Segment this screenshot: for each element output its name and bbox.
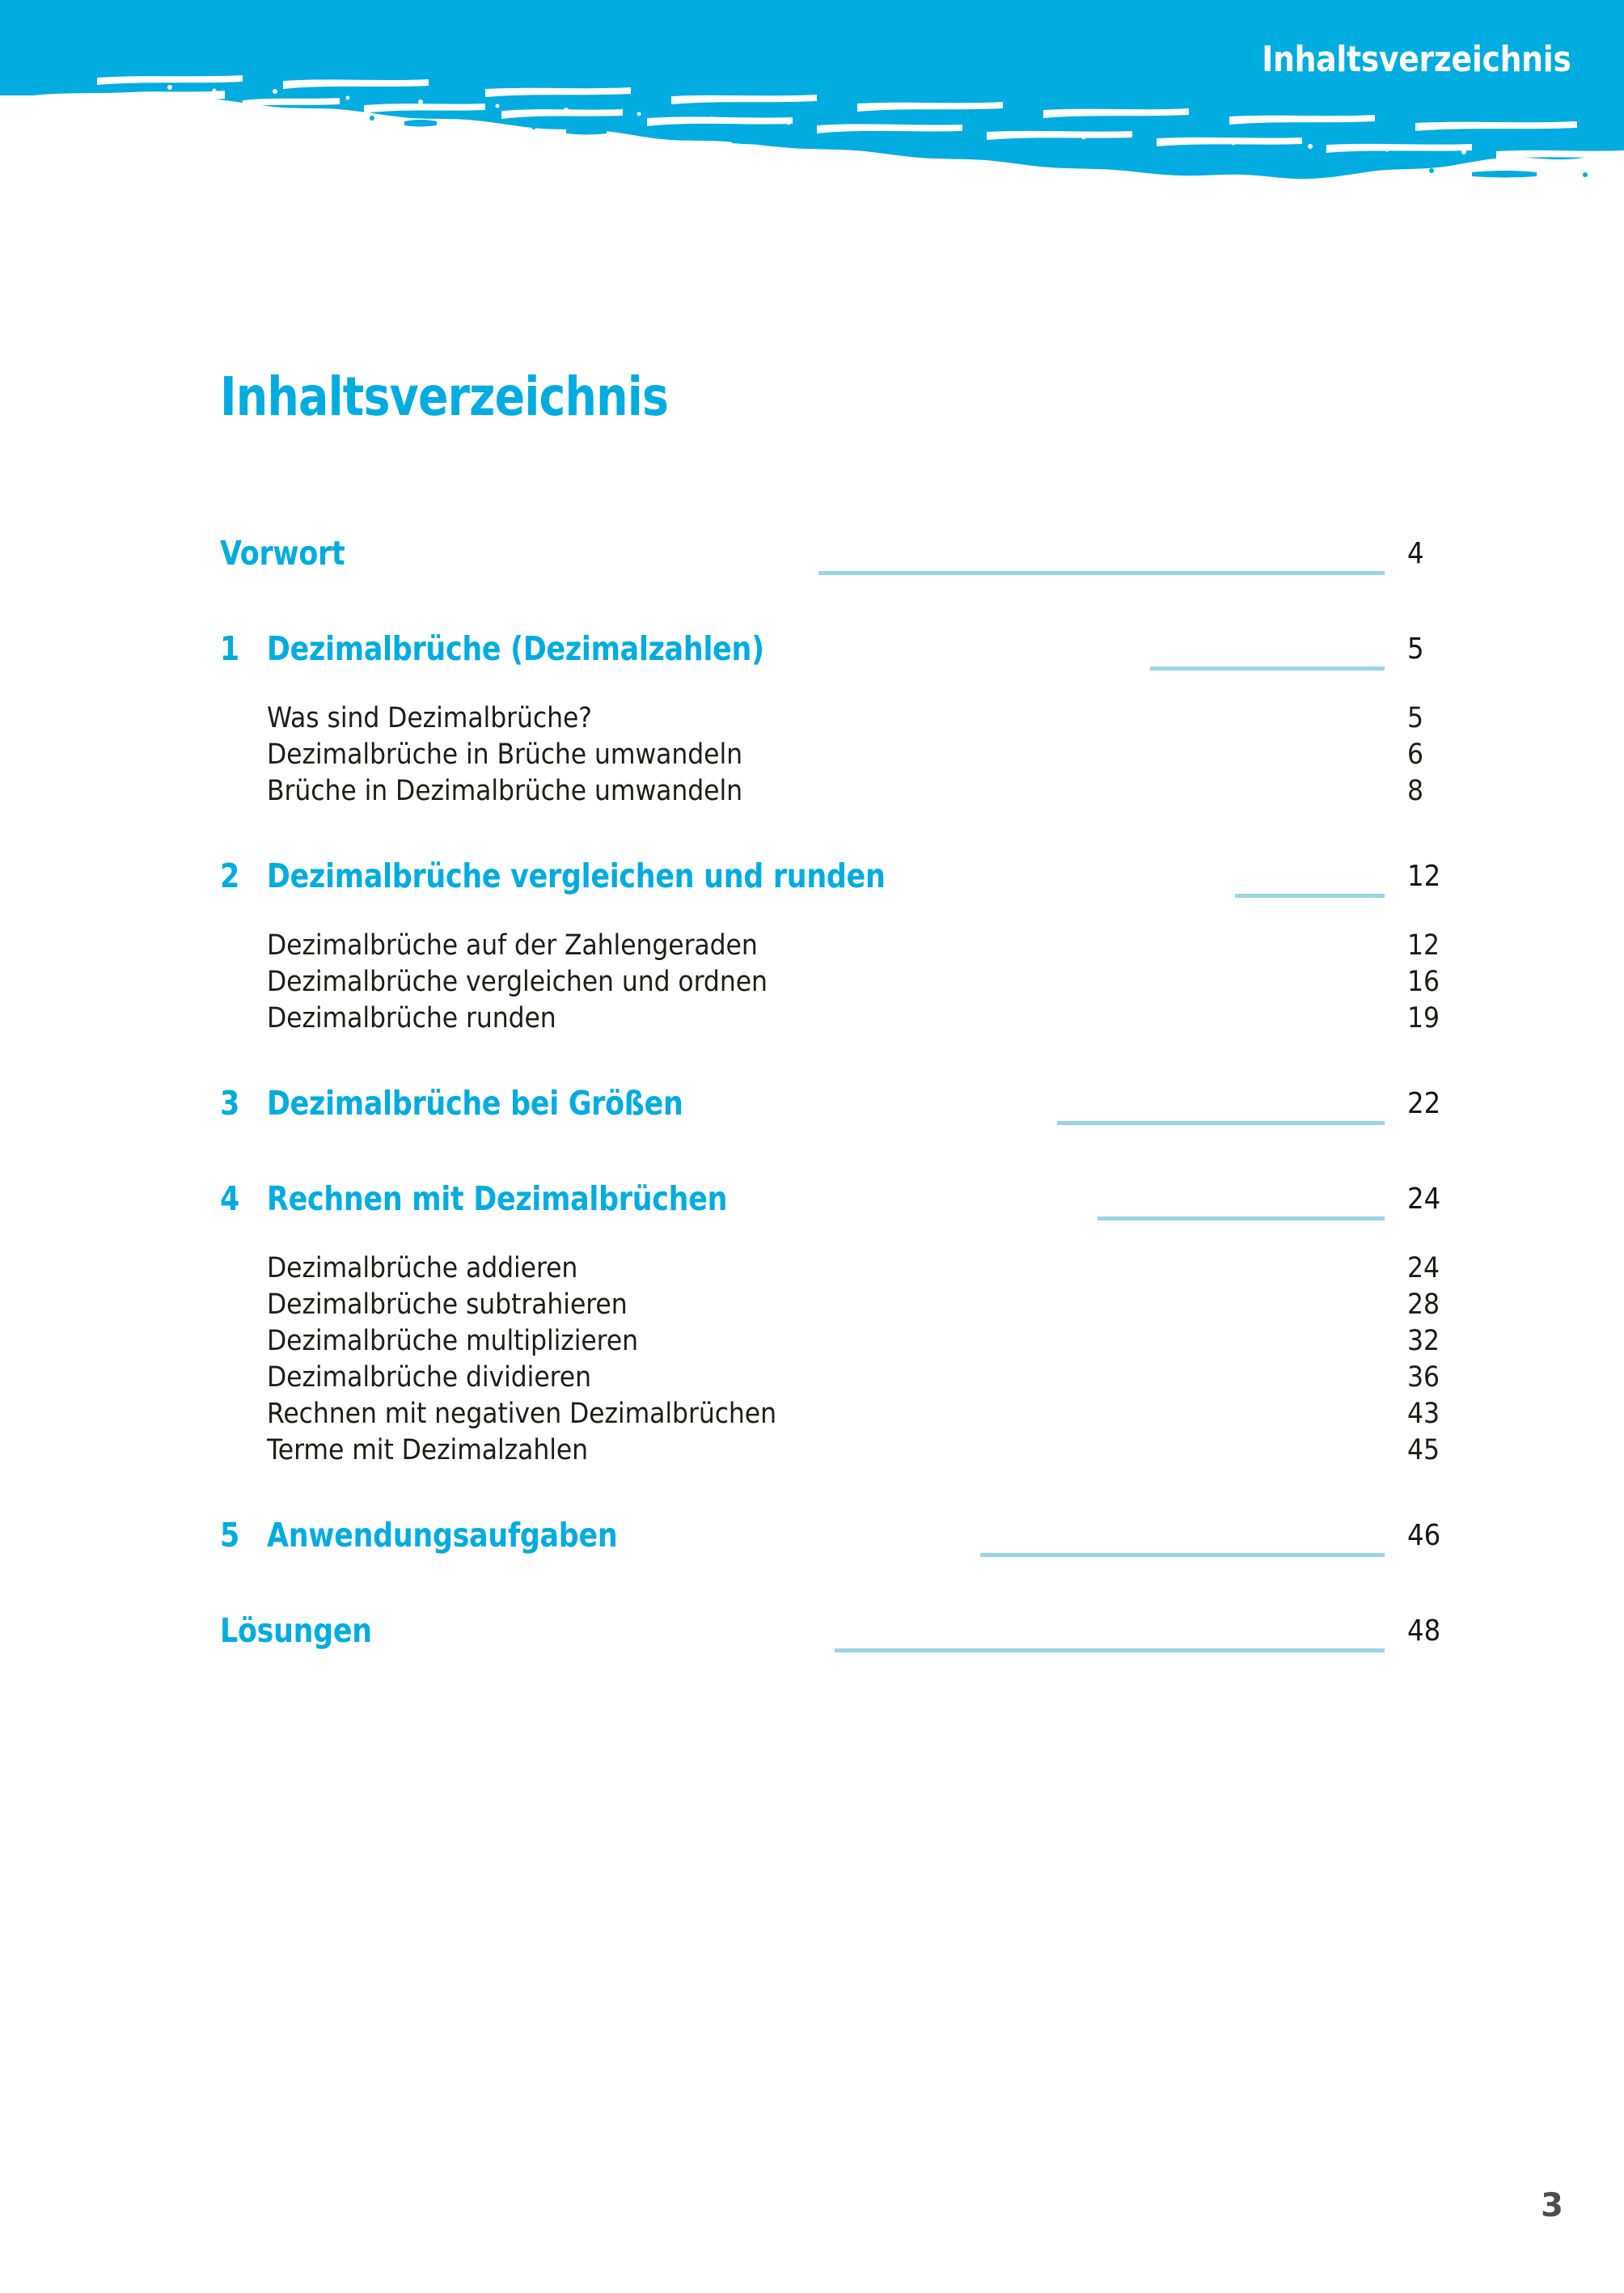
toc-sub-label: Dezimalbrüche runden (267, 1002, 556, 1034)
toc-leader-line (835, 1648, 1385, 1652)
table-of-contents (220, 534, 1514, 1661)
toc-entry-sub[interactable] (220, 1361, 1514, 1398)
spacer (220, 1229, 1514, 1252)
toc-entry-label: Anwendungsaufgaben (267, 1516, 618, 1555)
toc-sub-label: Dezimalbrüche subtrahieren (267, 1288, 628, 1321)
spacer (220, 1566, 1514, 1611)
toc-entry-label: Dezimalbrüche (Dezimalzahlen) (267, 629, 764, 668)
toc-entry-main[interactable] (220, 1084, 1514, 1134)
toc-entry-page-number: 4 (1407, 537, 1424, 570)
toc-group (220, 1179, 1514, 1470)
toc-sub-label: Dezimalbrüche dividieren (267, 1361, 591, 1394)
toc-entry-sub[interactable] (220, 1002, 1514, 1039)
spacer (220, 584, 1514, 629)
toc-sub-label: Dezimalbrüche multiplizieren (267, 1325, 638, 1357)
toc-sub-page-number: 28 (1407, 1288, 1440, 1321)
toc-leader-line (1097, 1216, 1385, 1221)
toc-entry-label: Dezimalbrüche vergleichen und runden (267, 857, 886, 895)
spacer (220, 811, 1514, 857)
toc-entry-sub[interactable] (220, 1398, 1514, 1434)
toc-sub-label: Rechnen mit negativen Dezimalbrüchen (267, 1398, 776, 1430)
toc-entry-sub[interactable] (220, 738, 1514, 775)
toc-sub-label: Dezimalbrüche addieren (267, 1252, 578, 1284)
toc-entry-number: 3 (220, 1084, 240, 1123)
toc-entry-main[interactable] (220, 534, 1514, 584)
toc-group (220, 534, 1514, 584)
toc-entry-main[interactable] (220, 1516, 1514, 1566)
toc-leader-line (1235, 894, 1385, 898)
toc-group (220, 1084, 1514, 1134)
toc-entry-number: 4 (220, 1179, 240, 1218)
toc-entry-page-number: 5 (1407, 632, 1424, 666)
toc-entry-page-number: 22 (1407, 1087, 1441, 1120)
footer-page-number: 3 (1541, 2187, 1563, 2224)
page-header (0, 0, 1624, 202)
toc-sub-page-number: 5 (1407, 702, 1424, 734)
toc-entry-number: 5 (220, 1516, 240, 1555)
toc-entry-sub[interactable] (220, 702, 1514, 738)
toc-entry-main[interactable] (220, 629, 1514, 679)
toc-entry-sub[interactable] (220, 929, 1514, 966)
toc-entry-number: 2 (220, 857, 240, 895)
toc-sub-page-number: 45 (1407, 1434, 1440, 1466)
toc-leader-line (818, 571, 1385, 575)
toc-sub-label: Terme mit Dezimalzahlen (267, 1434, 589, 1466)
toc-entry-label: Rechnen mit Dezimalbrüchen (267, 1179, 728, 1218)
brush-stroke-decoration (0, 0, 1624, 202)
toc-sub-page-number: 36 (1407, 1361, 1440, 1394)
toc-entry-sub[interactable] (220, 966, 1514, 1002)
toc-entry-page-number: 24 (1407, 1182, 1441, 1216)
spacer (220, 1134, 1514, 1179)
toc-sub-page-number: 32 (1407, 1325, 1440, 1357)
toc-sub-label: Brüche in Dezimalbrüche umwandeln (267, 775, 742, 807)
page-title: Inhaltsverzeichnis (220, 366, 669, 428)
toc-group (220, 1516, 1514, 1566)
toc-entry-sub[interactable] (220, 1434, 1514, 1470)
toc-entry-main[interactable] (220, 1179, 1514, 1229)
toc-entry-page-number: 12 (1407, 860, 1441, 893)
toc-leader-line (1150, 666, 1385, 671)
toc-entry-label: Lösungen (220, 1611, 372, 1650)
toc-sub-label: Dezimalbrüche auf der Zahlengeraden (267, 929, 758, 962)
toc-entry-sub[interactable] (220, 1325, 1514, 1361)
spacer (220, 679, 1514, 702)
toc-sub-page-number: 19 (1407, 1002, 1440, 1034)
toc-group (220, 1611, 1514, 1661)
spacer (220, 907, 1514, 929)
running-header-title: Inhaltsverzeichnis (1262, 39, 1571, 80)
toc-entry-sub[interactable] (220, 1252, 1514, 1288)
toc-entry-number: 1 (220, 629, 240, 668)
spacer (220, 1470, 1514, 1516)
toc-sub-page-number: 8 (1407, 775, 1424, 807)
toc-entry-sub[interactable] (220, 1288, 1514, 1325)
toc-sub-label: Dezimalbrüche vergleichen und ordnen (267, 966, 768, 998)
toc-entry-page-number: 48 (1407, 1614, 1441, 1648)
toc-entry-page-number: 46 (1407, 1519, 1441, 1552)
toc-sub-label: Was sind Dezimalbrüche? (267, 702, 592, 734)
toc-sub-page-number: 24 (1407, 1252, 1440, 1284)
toc-entry-sub[interactable] (220, 775, 1514, 811)
toc-leader-line (1057, 1121, 1385, 1125)
toc-entry-main[interactable] (220, 1611, 1514, 1661)
spacer (220, 1039, 1514, 1084)
toc-group (220, 857, 1514, 1039)
toc-sub-page-number: 16 (1407, 966, 1440, 998)
toc-entry-label: Dezimalbrüche bei Größen (267, 1084, 683, 1123)
toc-sub-page-number: 12 (1407, 929, 1440, 962)
toc-entry-label: Vorwort (220, 534, 345, 573)
toc-leader-line (980, 1553, 1385, 1557)
toc-entry-main[interactable] (220, 857, 1514, 907)
toc-sub-page-number: 6 (1407, 738, 1424, 771)
toc-sub-label: Dezimalbrüche in Brüche umwandeln (267, 738, 742, 771)
toc-group (220, 629, 1514, 811)
toc-sub-page-number: 43 (1407, 1398, 1440, 1430)
